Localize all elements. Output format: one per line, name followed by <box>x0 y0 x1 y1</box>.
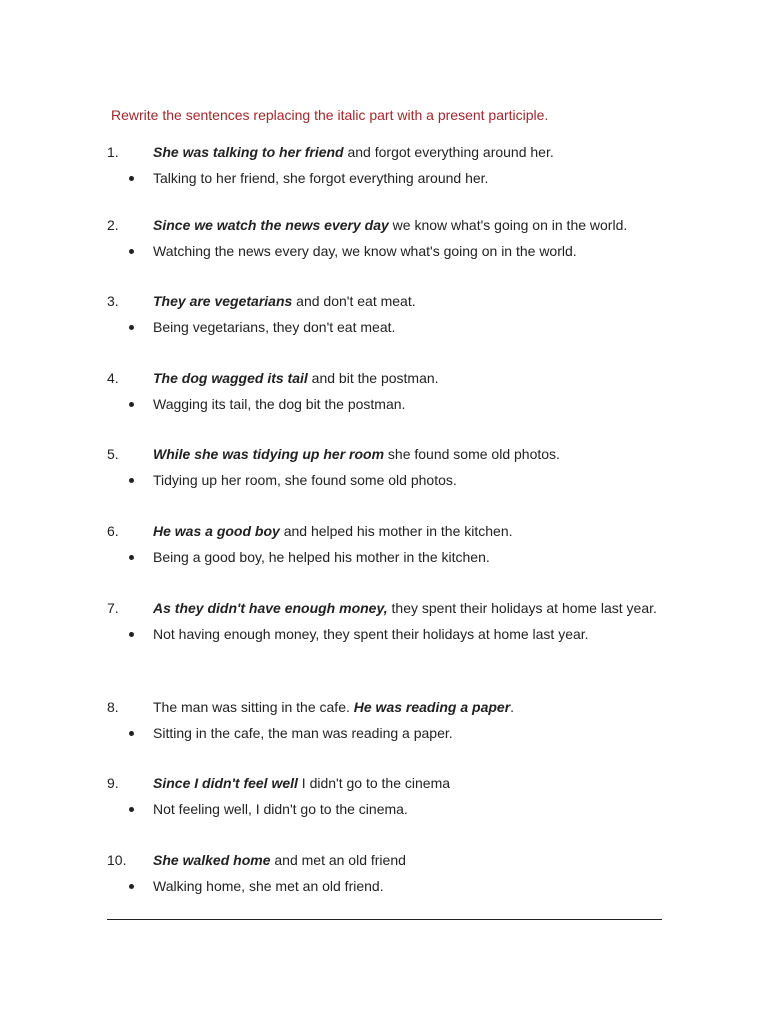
question-italic-part: As they didn't have enough money, <box>153 600 388 616</box>
question-italic-part: They are vegetarians <box>153 293 293 309</box>
exercise-item-4 <box>107 367 667 416</box>
question-italic-part: He was reading a paper <box>353 699 511 715</box>
exercise-item-2 <box>107 214 667 263</box>
question-pre: The man was sitting in the cafe. <box>153 699 354 715</box>
answer-line <box>107 875 667 898</box>
question-number: 4. <box>107 370 119 386</box>
bullet-icon <box>129 176 134 181</box>
bullet-icon <box>129 731 134 736</box>
answer-text: Being a good boy, he helped his mother in the kitchen. <box>153 549 490 565</box>
answer-text: Sitting in the cafe, the man was reading a paper. <box>153 725 453 741</box>
question-line <box>107 772 667 795</box>
question-post: . <box>510 699 515 715</box>
exercise-item-1 <box>107 141 667 190</box>
answer-text: Wagging its tail, the dog bit the postman. <box>153 396 406 412</box>
bullet-icon <box>129 325 134 330</box>
question-post: and helped his mother in the kitchen. <box>279 523 513 539</box>
question-post: they spent their holidays at home last year. <box>387 600 657 616</box>
question-line <box>107 849 667 872</box>
question-number: 1. <box>107 144 119 160</box>
question-line <box>107 443 667 466</box>
answer-line <box>107 393 667 416</box>
question-line <box>107 696 667 719</box>
exercise-item-7 <box>107 597 667 646</box>
answer-line <box>107 623 667 646</box>
question-number: 3. <box>107 293 119 309</box>
answer-text: Being vegetarians, they don't eat meat. <box>153 319 396 335</box>
exercise-item-8 <box>107 696 667 745</box>
question-post: and forgot everything around her. <box>343 144 554 160</box>
question-line <box>107 367 667 390</box>
bullet-icon <box>129 249 134 254</box>
answer-line <box>107 240 667 263</box>
question-line <box>107 520 667 543</box>
answer-line <box>107 469 667 492</box>
question-post: she found some old photos. <box>384 446 560 462</box>
question-number: 10. <box>107 852 127 868</box>
answer-line <box>107 722 667 745</box>
question-number: 2. <box>107 217 119 233</box>
horizontal-rule <box>107 919 662 920</box>
bullet-icon <box>129 478 134 483</box>
answer-line <box>107 316 667 339</box>
exercise-item-3 <box>107 290 667 339</box>
question-number: 6. <box>107 523 119 539</box>
exercise-item-10 <box>107 849 667 898</box>
question-line <box>107 214 667 237</box>
question-line <box>107 290 667 313</box>
instruction-text: Rewrite the sentences replacing the italic part with a present participle. <box>111 107 549 123</box>
bullet-icon <box>129 555 134 560</box>
bullet-icon <box>129 402 134 407</box>
question-number: 9. <box>107 775 119 791</box>
question-italic-part: She walked home <box>153 852 271 868</box>
answer-text: Walking home, she met an old friend. <box>153 878 384 894</box>
answer-line <box>107 546 667 569</box>
question-line <box>107 597 667 620</box>
answer-text: Watching the news every day, we know what's going on in the world. <box>153 243 577 259</box>
exercise-item-5 <box>107 443 667 492</box>
answer-text: Not feeling well, I didn't go to the cinema. <box>153 801 408 817</box>
question-post: we know what's going on in the world. <box>388 217 628 233</box>
question-italic-part: The dog wagged its tail <box>153 370 308 386</box>
question-number: 8. <box>107 699 119 715</box>
question-line <box>107 141 667 164</box>
question-italic-part: She was talking to her friend <box>153 144 344 160</box>
bullet-icon <box>129 632 134 637</box>
bullet-icon <box>129 884 134 889</box>
answer-text: Tidying up her room, she found some old photos. <box>153 472 457 488</box>
question-italic-part: He was a good boy <box>153 523 280 539</box>
question-number: 5. <box>107 446 119 462</box>
question-post: I didn't go to the cinema <box>297 775 451 791</box>
question-italic-part: While she was tidying up her room <box>153 446 385 462</box>
answer-line <box>107 167 667 190</box>
question-post: and met an old friend <box>270 852 406 868</box>
bullet-icon <box>129 807 134 812</box>
question-number: 7. <box>107 600 119 616</box>
answer-line <box>107 798 667 821</box>
answer-text: Not having enough money, they spent their holidays at home last year. <box>153 626 589 642</box>
answer-text: Talking to her friend, she forgot everything around her. <box>153 170 489 186</box>
question-post: and bit the postman. <box>307 370 439 386</box>
question-post: and don't eat meat. <box>292 293 416 309</box>
question-italic-part: Since we watch the news every day <box>153 217 389 233</box>
exercise-item-9 <box>107 772 667 821</box>
exercise-item-6 <box>107 520 667 569</box>
question-italic-part: Since I didn't feel well <box>153 775 298 791</box>
